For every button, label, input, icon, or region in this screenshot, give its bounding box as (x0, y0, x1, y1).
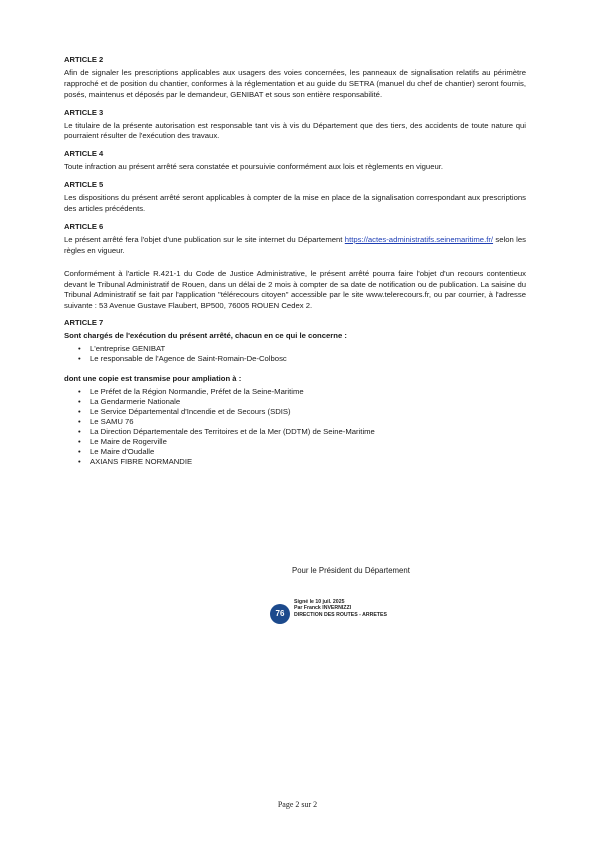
article-6-text-before: Le présent arrêté fera l'objet d'une publication sur le site internet du Département (64, 234, 345, 244)
signature-details (294, 599, 387, 618)
signature-stamp (270, 599, 420, 629)
article-6-text-after: selon les règles en vigueur. (64, 234, 526, 255)
charged-list (76, 344, 526, 364)
copy-list (76, 387, 526, 467)
signed-date: Signé le 10 juil. 2025 (294, 599, 345, 605)
list-item: • Le Maire de Rogerville (76, 437, 526, 447)
article-6-heading: ARTICLE 6 (64, 221, 104, 231)
page-number: Page 2 sur 2 (277, 800, 318, 809)
charged-label: Sont chargés de l'exécution du présent arrêté, chacun en ce qui le concerne : (64, 331, 347, 341)
article-3-heading: ARTICLE 3 (64, 107, 104, 117)
list-item: • La Gendarmerie Nationale (76, 397, 526, 407)
signing-department: DIRECTION DES ROUTES - ARRETES (294, 611, 387, 618)
list-item: • L'entreprise GENIBAT (76, 344, 526, 354)
article-7-heading: ARTICLE 7 (64, 318, 104, 328)
article-5-heading: ARTICLE 5 (64, 180, 104, 190)
document-body (64, 55, 526, 475)
article-5-text: Les dispositions du présent arrêté seront applicables à compter de la mise en place de la signalisation correspondant aux prescriptions des articles précédents. (64, 193, 526, 213)
copy-label: dont une copie est transmise pour ampliation à : (64, 374, 242, 384)
article-3-text: Le titulaire de la présente autorisation est responsable tant vis à vis du Département que des tiers, des accidents de toute nature qui pourraient résulter de l'exécution des travaux. (64, 120, 526, 141)
list-item: • Le Service Départemental d'Incendie et de Secours (SDIS) (76, 407, 526, 417)
department-76-logo: 76 (270, 604, 290, 624)
signed-by: Par Franck INVERNIZZI (294, 605, 352, 612)
list-item: • Le SAMU 76 (76, 417, 526, 427)
list-item: • La Direction Départementale des Territoires et de la Mer (DDTM) de Seine-Maritime (76, 427, 526, 437)
list-item: • Le responsable de l'Agence de Saint-Romain-De-Colbosc (76, 354, 526, 364)
article-2-text: Afin de signaler les prescriptions applicables aux usagers des voies concernées, les panneaux de signalisation relatifs au périmètre rapproché et de position du chantier, conformes à la réglementation et au guide du SETRA (manuel du chef de chantier) seront fournis, posés, maintenus et déposés par le demandeur, GENIBAT et sous son entière responsabilité. (64, 67, 526, 99)
list-item: • Le Préfet de la Région Normandie, Préfet de la Seine-Maritime (76, 387, 526, 397)
publication-link[interactable]: https://actes-administratifs.seinemaritime.fr/ (344, 234, 494, 244)
list-item: • Le Maire d'Oudalle (76, 447, 526, 457)
list-item: • AXIANS FIBRE NORMANDIE (76, 457, 526, 467)
article-2-heading: ARTICLE 2 (64, 55, 104, 64)
article-6-text (64, 235, 526, 257)
legal-recourse-text: Conformément à l'article R.421-1 du Code de Justice Administrative, le présent arrêté pourra faire l'objet d'un recours contentieux devant le Tribunal Administratif de Rouen, dans un délai de 2 mois à compter de sa date de notification ou de publication. La saisine du Tribunal Administratif se fait par l'application "télérecours citoyen" accessible par le site www.telerecours.fr, ou par courrier, à l'adresse suivante : 53 Avenue Gustave Flaubert, BP500, 76005 ROUEN Cedex 2. (64, 268, 526, 311)
signatory-line: Pour le Président du Département (292, 566, 410, 575)
article-4-text: Toute infraction au présent arrêté sera constatée et poursuivie conformément aux lois et règlements en vigueur. (64, 162, 444, 172)
article-4-heading: ARTICLE 4 (64, 149, 104, 159)
